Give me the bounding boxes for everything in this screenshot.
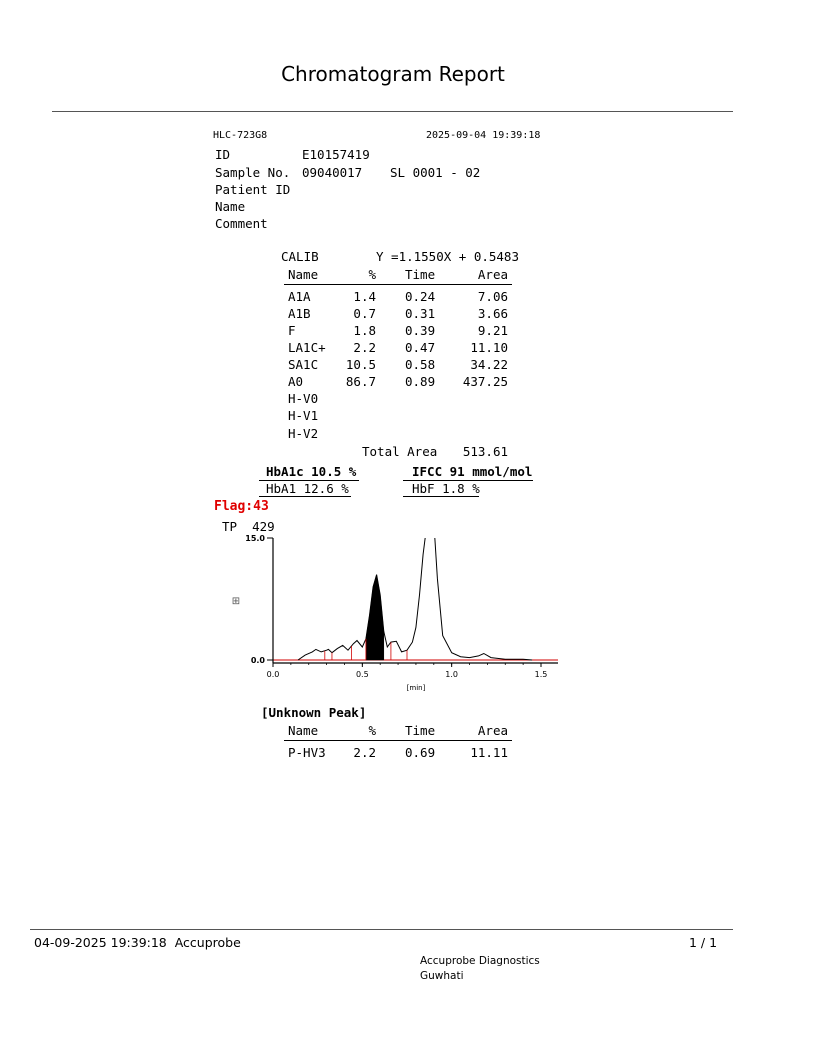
- peak-row-la1c-name: LA1C+: [288, 340, 326, 355]
- id-value: E10157419: [302, 147, 370, 162]
- peak-row-hv0-name: H-V0: [288, 391, 319, 406]
- sl-value: SL 0001 - 02: [390, 165, 481, 180]
- peak-row-a1b-area: 3.66: [477, 306, 508, 321]
- tp-label: TP 429: [222, 519, 275, 534]
- peak-row-f-area: 9.21: [477, 323, 508, 338]
- patient-label: Patient ID: [215, 182, 291, 197]
- peak-header-time: Time: [405, 267, 436, 282]
- peak-row-a0-name: A0: [288, 374, 304, 389]
- instrument-model: HLC-723G8: [213, 130, 268, 141]
- chromatogram-trace: [298, 514, 532, 660]
- unknown-row-name: P-HV3: [288, 745, 326, 760]
- peak-row-f-percent: 1.8: [353, 323, 376, 338]
- ifcc-result: IFCC 91 mmol/mol: [412, 464, 533, 479]
- peak-row-f-name: F: [288, 323, 296, 338]
- peak-row-a1a-percent: 1.4: [353, 289, 376, 304]
- peak-row-la1c-time: 0.47: [405, 340, 436, 355]
- footer-timestamp: 04-09-2025 19:39:18 Accuprobe: [34, 935, 241, 950]
- sa1c-filled-peak: [366, 575, 384, 660]
- x-tick-label: 1.0: [445, 670, 459, 679]
- calib-label: CALIB: [281, 249, 319, 264]
- unknown-peak-title: [Unknown Peak]: [261, 705, 367, 720]
- peak-header-name: Name: [288, 267, 319, 282]
- peak-row-a1b-percent: 0.7: [353, 306, 376, 321]
- instrument-datetime: 2025-09-04 19:39:18: [426, 130, 541, 141]
- unknown-header-area: Area: [477, 723, 508, 738]
- footer-divider: [30, 929, 733, 930]
- peak-row-a0-percent: 86.7: [345, 374, 376, 389]
- y-tick-label: 0.0: [250, 656, 265, 665]
- comment-label: Comment: [215, 216, 268, 231]
- x-tick-label: 1.5: [534, 670, 548, 679]
- hba1c-result: HbA1c 10.5 %: [266, 464, 357, 479]
- footer-org-name: Accuprobe Diagnostics: [420, 955, 540, 967]
- flag-label: Flag:43: [214, 499, 269, 514]
- total-area-value: 513.61: [462, 444, 508, 459]
- title-divider: [52, 111, 733, 112]
- hba1-result: HbA1 12.6 %: [266, 481, 349, 496]
- unknown-header-time: Time: [405, 723, 436, 738]
- peak-header-rule: [284, 284, 512, 285]
- footer-page-number: 1 / 1: [689, 935, 718, 950]
- unknown-header-name: Name: [288, 723, 319, 738]
- hbf-result: HbF 1.8 %: [412, 481, 480, 496]
- sample-label: Sample No.: [215, 165, 291, 180]
- unknown-row-area: 11.11: [470, 745, 508, 760]
- peak-row-a1b-time: 0.31: [405, 306, 436, 321]
- name-label: Name: [215, 199, 246, 214]
- peak-row-hv1-name: H-V1: [288, 408, 319, 423]
- unknown-row-time: 0.69: [405, 745, 436, 760]
- x-tick-label: 0.0: [266, 670, 280, 679]
- peak-row-a1a-name: A1A: [288, 289, 311, 304]
- unknown-row-percent: 2.2: [353, 745, 376, 760]
- x-axis-label: [min]: [406, 684, 426, 692]
- peak-header-percent: %: [368, 267, 376, 282]
- unit-icon: ⊞: [231, 596, 241, 607]
- y-tick-label: 15.0: [245, 534, 265, 543]
- id-label: ID: [215, 147, 231, 162]
- unknown-header-rule: [284, 740, 512, 741]
- peak-row-la1c-area: 11.10: [470, 340, 508, 355]
- peak-row-a0-area: 437.25: [462, 374, 508, 389]
- peak-row-sa1c-area: 34.22: [470, 357, 508, 372]
- peak-row-a1a-area: 7.06: [477, 289, 508, 304]
- report-title: Chromatogram Report: [281, 62, 505, 86]
- sample-value: 09040017: [302, 165, 363, 180]
- footer-org-city: Guwhati: [420, 970, 464, 982]
- peak-row-sa1c-time: 0.58: [405, 357, 436, 372]
- unknown-header-percent: %: [368, 723, 376, 738]
- hbf-underline: [403, 496, 479, 497]
- total-area-label: Total Area: [362, 444, 438, 459]
- calib-equation: Y =1.1550X + 0.5483: [376, 249, 519, 264]
- peak-row-sa1c-name: SA1C: [288, 357, 319, 372]
- peak-row-a1a-time: 0.24: [405, 289, 436, 304]
- peak-row-f-time: 0.39: [405, 323, 436, 338]
- peak-header-area: Area: [477, 267, 508, 282]
- peak-row-a0-time: 0.89: [405, 374, 436, 389]
- hba1-underline: [259, 496, 351, 497]
- peak-row-sa1c-percent: 10.5: [345, 357, 376, 372]
- peak-row-hv2-name: H-V2: [288, 426, 319, 441]
- peak-row-la1c-percent: 2.2: [353, 340, 376, 355]
- peak-row-a1b-name: A1B: [288, 306, 311, 321]
- x-tick-label: 0.5: [355, 670, 369, 679]
